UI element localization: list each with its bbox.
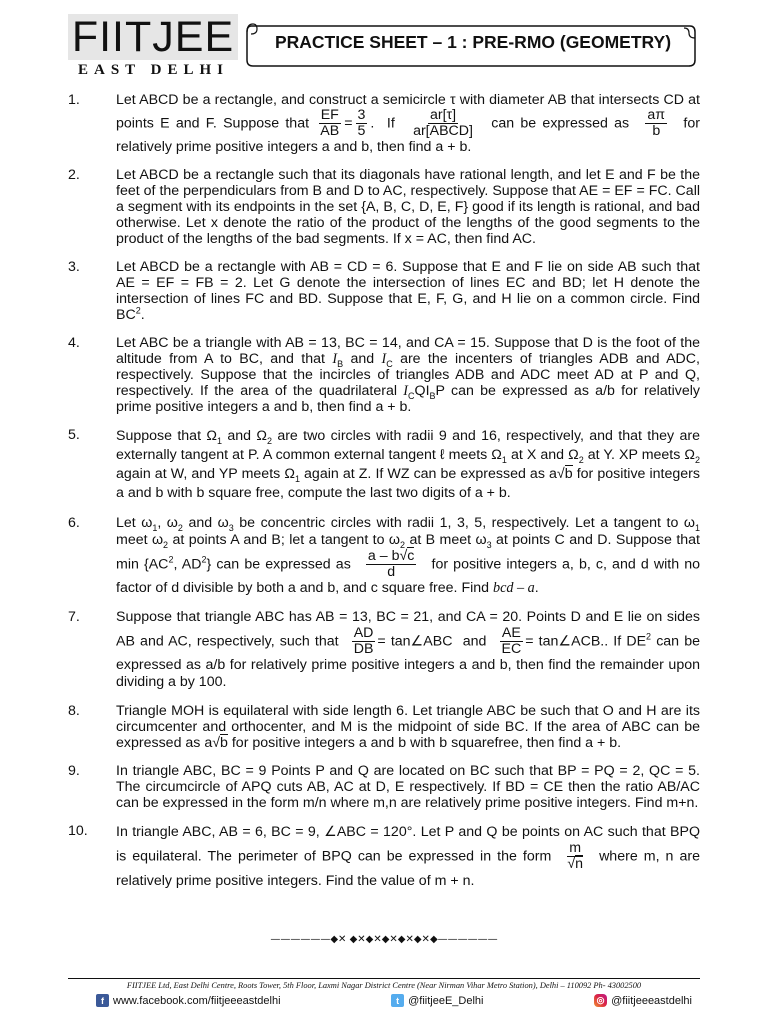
problem-5 xyxy=(68,427,700,503)
radicand: c xyxy=(407,548,415,564)
fraction xyxy=(565,841,585,872)
section-divider-ornament: ——————◆✕ ◆✕◆✕◆✕◆✕◆✕◆—————— xyxy=(270,934,498,945)
problem-text xyxy=(116,92,700,155)
text-segment: Triangle MOH is equilateral with side length 6. Let triangle ABC be such that O and H are its circumcenter and orthocenter, and M is the midpoint of side BC. If the area of ABC can be expressed as a xyxy=(116,703,700,751)
problem-text: Suppose that $\Omega_1$ and $\Omega_2$ are two circles with radii 9 and 16, respectively, and that they are externally tangent at P. A common external tangent ℓ meets $\Omega_1$ at X and $\Omega_2$ at Y. XP meets $\Omega_2$ again at W, and YP meets $\Omega_1$ again at Z. If WZ can be expressed as a√b for positive integers a and b with b square free, compute the last two digits of a + b. xyxy=(116,428,700,501)
problem-text xyxy=(116,335,700,415)
logo-block xyxy=(68,14,238,79)
text-segment: again at Z. If WZ can be expressed as a xyxy=(304,466,557,482)
symbol: I xyxy=(332,351,338,367)
problem-number: 6. xyxy=(68,515,80,531)
text-segment: be concentric circles with radii 1, 3, 5, respectively. Let a tangent to ω xyxy=(239,515,695,531)
denominator: DB xyxy=(353,641,374,657)
text-segment: = tan∠ACB. xyxy=(525,633,605,650)
problem-number: 8. xyxy=(68,703,80,719)
text-segment: for positive integers a and b with b square free, compute the last two digits of a + b. xyxy=(116,466,700,501)
title-banner xyxy=(243,22,698,68)
problem-text: Triangle MOH is equilateral with side length 6. Let triangle ABC be such that O and H are its circumcenter and orthocenter, and M is the midpoint of side BC. If the area of ABC can be expressed as a√b for positive integers a and b with b squarefree, then find a + b. xyxy=(116,703,700,751)
instagram-icon: ◎ xyxy=(594,994,607,1007)
text-segment: If xyxy=(386,115,395,132)
text-segment: Let ABCD be a rectangle with AB = CD = 6. Suppose that E and F lie on side AB such that AE = EF = FB = 2. Let G denote the intersection of lines EC and BD; let H denote the intersection of lines FC and BD. Suppose that E, F, G, and H lie on a common circle. Find BC xyxy=(116,259,700,323)
text-segment: are the incenters of triangles ADB and ADC, respectively. Suppose that the incircles of triangles ADB and ADC meet AD at P and Q, respectively. If the area of the quadrilateral xyxy=(116,351,700,399)
denominator: 5 xyxy=(357,123,366,139)
text-segment: for positive integers a and b with b squarefree, then find a + b. xyxy=(231,735,622,751)
numerator: EF xyxy=(320,107,339,123)
subscript: 2 xyxy=(578,454,584,465)
subscript: 3 xyxy=(228,522,234,533)
text-segment: at X and Ω xyxy=(510,447,579,463)
problem-text: In triangle ABC, BC = 9 Points P and Q are located on BC such that BP = PQ = 2, QC = 5. The circumcircle of APQ cuts AB, AC at D, E respectively. If BD = CE then the ratio AB/AC can be expressed in the form m/n where m,n are relatively prime positive integers. Find m+n. xyxy=(116,763,700,811)
equals-sign: = xyxy=(344,115,353,132)
problem-3 xyxy=(68,259,700,323)
problem-8 xyxy=(68,703,700,751)
numerator: AD xyxy=(353,625,374,641)
text-segment: for positive integers a, b, c, and d with no factor of d divisible by both a and b, and c square free. Find xyxy=(116,556,700,596)
text-segment: for relatively prime positive integers a and b, then find a + b. xyxy=(116,115,700,155)
fraction xyxy=(356,108,368,139)
footer-address: FIITJEE Ltd, East Delhi Centre, Roots Tower, 5th Floor, Laxmi Nagar District Centre (Near Nirman Vihar Metro Station), Delhi – 110092 Ph- 43002500 xyxy=(126,981,642,990)
fraction xyxy=(500,626,524,657)
subscript: 1 xyxy=(694,522,700,533)
twitter-link[interactable] xyxy=(391,994,483,1007)
problem-7 xyxy=(68,609,700,691)
footer xyxy=(68,978,700,1007)
problem-number: 2. xyxy=(68,167,80,183)
text-segment: , ω xyxy=(157,515,178,531)
text-segment: Suppose that Ω xyxy=(116,428,217,444)
problem-number: 7. xyxy=(68,609,80,625)
problem-6 xyxy=(68,515,700,597)
problem-number: 10. xyxy=(68,823,88,839)
text-segment: at B meet ω xyxy=(409,532,487,548)
text-segment: . If DE xyxy=(604,633,647,650)
denominator: ar[ABCD] xyxy=(413,123,473,139)
subscript: 1 xyxy=(152,522,158,533)
period: . xyxy=(370,115,375,132)
period: . xyxy=(534,580,539,596)
numerator: AE xyxy=(501,625,521,641)
problem-1 xyxy=(68,92,700,155)
problem-text xyxy=(116,515,700,597)
text-segment: and ω xyxy=(188,515,229,531)
text-segment: meet ω xyxy=(116,532,164,548)
numerator-text: a – b xyxy=(367,548,400,564)
superscript: 2 xyxy=(646,631,652,642)
facebook-icon: f xyxy=(96,994,109,1007)
denominator: √n xyxy=(567,856,584,872)
problem-text xyxy=(116,823,700,890)
problem-9 xyxy=(68,763,700,811)
text-segment: Suppose that triangle ABC has AB = 13, BC = 21, and CA = 20. Points D and E lie on sides AB and AC, respectively, such that xyxy=(116,609,700,650)
text-segment: Let ABC be a triangle with AB = 13, BC = 14, and CA = 15. Suppose that D is the foot of the altitude from A to BC, and that xyxy=(116,335,700,367)
text-segment: again at W, and YP meets Ω xyxy=(116,466,295,482)
radicand: b xyxy=(564,466,573,482)
problem-text xyxy=(116,609,700,691)
subscript: 2 xyxy=(266,435,272,446)
logo-subtitle: EAST DELHI xyxy=(78,62,230,78)
subscript: 2 xyxy=(163,539,169,550)
numerator: ar[τ] xyxy=(429,107,457,123)
problem-2 xyxy=(68,167,700,247)
twitter-handle: @fiitjeeE_Delhi xyxy=(408,994,484,1007)
denominator: AB xyxy=(320,123,340,139)
subscript: 3 xyxy=(486,539,492,550)
fraction xyxy=(645,108,667,139)
facebook-link[interactable] xyxy=(96,994,281,1007)
subscript: 2 xyxy=(177,522,183,533)
text-segment: = tan∠ABC xyxy=(377,633,453,650)
logo-text: FIITJEE xyxy=(71,12,235,61)
subscript: B xyxy=(337,358,344,369)
subscript: 2 xyxy=(400,539,406,550)
text-segment: and Ω xyxy=(227,428,267,444)
problem-number: 5. xyxy=(68,427,80,443)
symbol: P xyxy=(435,383,445,399)
numerator: 3 xyxy=(357,107,366,123)
symbol: I xyxy=(403,383,409,399)
text-segment: In triangle ABC, AB = 6, BC = 9, ∠ABC = 120°. Let P and Q be points on AC such that BPQ is equilateral. The perimeter of BPQ can be expressed in the form xyxy=(116,824,700,865)
text-segment: can be expressed as a/b for relatively prime positive integers a and b, then find the remainder upon dividing a by 100. xyxy=(116,633,700,690)
social-links xyxy=(68,994,700,1007)
text-segment: Let ω xyxy=(116,515,153,531)
problem-4 xyxy=(68,335,700,415)
period: . xyxy=(140,307,145,323)
text-segment: Let ABCD be a rectangle, and construct a semicircle τ with diameter AB that intersects CD at points E and F. Suppose that xyxy=(116,92,700,132)
problem-number: 3. xyxy=(68,259,80,275)
problem-text: Let ABCD be a rectangle such that its diagonals have rational length, and let E and F be the feet of the perpendiculars from B and D to AC, respectively. Suppose that AE = EF = FC. Call a segment with its endpoints in the set {A, B, C, D, E, F} good if its length is rational, and bad otherwise. Let x denote the ratio of the product of the lengths of the good segments to the product of the lengths of the bad segments. If x = AC, then find AC. xyxy=(116,167,700,247)
radicand: b xyxy=(220,735,228,751)
numerator: aπ xyxy=(647,107,666,123)
symbol: I xyxy=(381,351,387,367)
fraction xyxy=(352,626,376,657)
text-segment: are two circles with radii 9 and 16, respectively, and that they are externally tangent at P. A common external tangent ℓ meets Ω xyxy=(116,428,700,463)
subscript: 2 xyxy=(694,454,700,465)
problem-number: 1. xyxy=(68,92,80,108)
instagram-link[interactable] xyxy=(594,994,692,1007)
fraction xyxy=(411,108,475,139)
text-segment: } can be expressed as xyxy=(206,556,351,573)
fraction xyxy=(318,108,341,139)
numerator: m xyxy=(569,840,582,856)
fiitjee-logo xyxy=(68,14,238,60)
text-segment: at Y. XP meets Ω xyxy=(587,447,695,463)
text-segment: at points A and B; let a tangent to ω xyxy=(172,532,400,548)
denominator: b xyxy=(652,123,661,139)
subscript: 1 xyxy=(216,435,222,446)
symbol: QI xyxy=(414,383,430,399)
twitter-icon: t xyxy=(391,994,404,1007)
superscript: 2 xyxy=(135,305,141,316)
problem-list xyxy=(68,92,700,902)
text-segment: and xyxy=(350,351,375,367)
denominator: d xyxy=(387,564,396,580)
subscript: 1 xyxy=(501,454,507,465)
superscript: 2 xyxy=(168,554,174,565)
problem-number: 9. xyxy=(68,763,80,779)
expression: bcd – a xyxy=(493,580,535,596)
fraction xyxy=(366,549,416,580)
subscript: 1 xyxy=(294,473,300,484)
subscript: B xyxy=(429,390,436,401)
facebook-handle: www.facebook.com/fiitjeeeastdelhi xyxy=(113,994,281,1007)
problem-10 xyxy=(68,823,700,890)
text-segment: can be expressed as a/b for relatively prime positive integers a and b, then find a + b. xyxy=(116,383,700,415)
subscript: C xyxy=(408,390,415,401)
text-segment: and xyxy=(462,633,487,650)
problem-text xyxy=(116,259,700,323)
superscript: 2 xyxy=(201,554,207,565)
subscript: C xyxy=(386,358,393,369)
text-segment: where m, n are relatively prime positive integers. Find the value of m + n. xyxy=(116,848,700,889)
text-segment: can be expressed as xyxy=(491,115,630,132)
text-segment: at points C and D. Suppose that min {AC xyxy=(116,532,700,573)
radicand: n xyxy=(575,856,584,872)
problem-number: 4. xyxy=(68,335,80,351)
denominator: EC xyxy=(501,641,522,657)
instagram-handle: @fiitjeeeastdelhi xyxy=(611,994,692,1007)
numerator: a – b√c xyxy=(367,548,415,564)
text-segment: , AD xyxy=(173,556,202,573)
page-title: PRACTICE SHEET – 1 : PRE-RMO (GEOMETRY) xyxy=(274,32,672,52)
